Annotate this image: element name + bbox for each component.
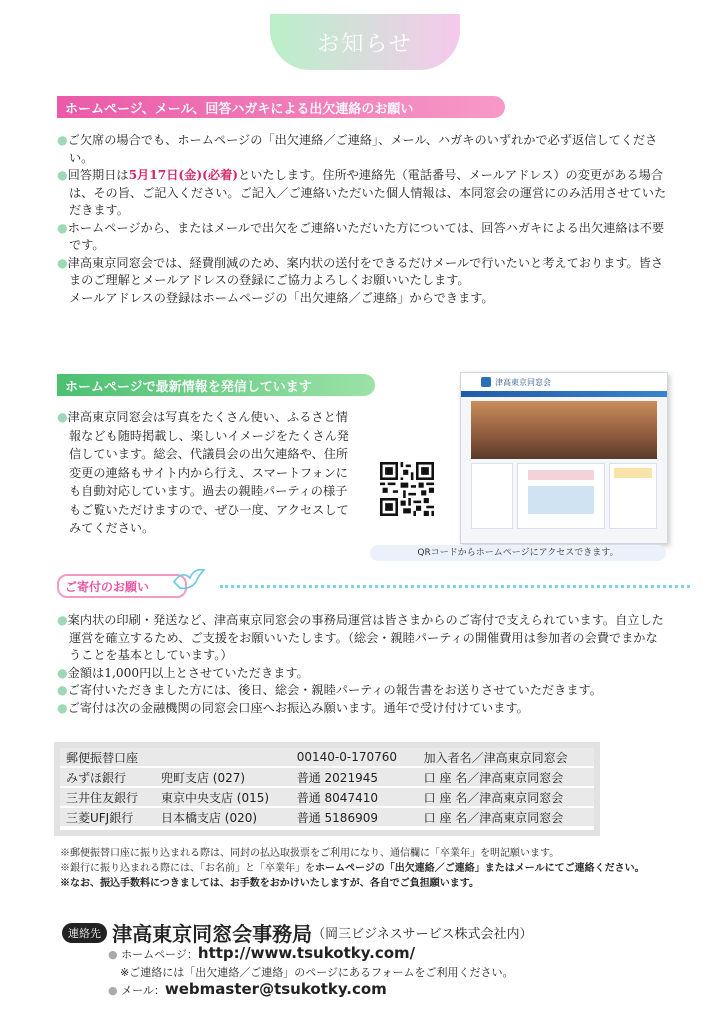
bank-name: みずほ銀行 (60, 767, 155, 787)
office-affiliation: （岡三ビジネスサービス株式会社内） (312, 927, 533, 942)
section-banner-label: ご寄付のお願い (65, 579, 150, 594)
paragraph-text: ご寄付いただきました方には、後日、総会・親睦パーティの報告書をお送りさせていただきます。 (67, 683, 602, 697)
note-line (60, 861, 645, 876)
account-holder: 口 座 名／津高東京同窓会 (418, 807, 594, 827)
site-banner-box (528, 470, 594, 480)
table-row (60, 748, 594, 767)
account-holder: 口 座 名／津高東京同窓会 (418, 787, 594, 807)
site-logo-icon (481, 377, 491, 387)
bullet-icon: ● (108, 984, 118, 997)
bank-name: 三菱UFJ銀行 (60, 807, 155, 827)
transfer-notes (60, 846, 645, 891)
section-banner-label: ホームページで最新情報を発信しています (65, 379, 312, 395)
paragraph-text: といたします。住所や連絡先（電話番号、メールアドレス）の変更がある場合は、その旨、ご記入ください。ご記入／ご連絡いただいた個人情報は、本同窓会の運営にのみ活用させていただきます。 (69, 168, 667, 217)
office-name: 津高東京同窓会事務局 (112, 922, 313, 946)
contact-email (108, 980, 387, 998)
paragraph-text: ご寄付は次の金融機関の同窓会口座へお振込み願います。通年で受け付けています。 (67, 700, 529, 715)
bank-account: 00140-0-170760 (291, 748, 418, 767)
bank-branch (155, 748, 291, 767)
bird-icon (172, 566, 206, 592)
bank-account: 普通 8047410 (291, 787, 418, 807)
bank-accounts-table (60, 748, 594, 828)
site-content (471, 463, 657, 529)
note-line: ※郵便振替口座に振り込まれる際は、同封の払込取扱票をご利用になり、通信欄に「卒業年」を明記願います。 (60, 848, 560, 859)
section-website-body (57, 408, 355, 538)
paragraph-text: 回答期日は (67, 168, 129, 182)
paragraph-text: 津高東京同窓会では、経費削減のため、案内状の送付をできるだけメールで行いたいと考えております。皆さまのご理解とメールアドレスの登録にご協力よろしくお願いいたします。 (67, 255, 664, 287)
homepage-note: ※ご連絡には「出欠連絡／ご連絡」のページにあるフォームをご利用ください。 (120, 966, 514, 979)
note-line: ※なお、振込手数料につきましては、お手数をおかけいたしますが、各自でご負担願います。 (60, 878, 479, 889)
qr-caption: QRコードからホームページにアクセスできます。 (370, 545, 666, 561)
paragraph: ●金額は1,000円以上とさせていただきます。 (57, 665, 309, 680)
email-label: メール： (121, 984, 165, 997)
paragraph: ●津高東京同窓会では、経費削減のため、案内状の送付をできるだけメールで行いたいと考えております。皆さまのご理解とメールアドレスの登録にご協力よろしくお願いいたします。 (57, 255, 664, 287)
qr-code-icon[interactable] (380, 462, 434, 516)
paragraph: ●ご寄付は次の金融機関の同窓会口座へお振込み願います。通年で受け付けています。 (57, 700, 529, 715)
section-banner-donation (57, 574, 187, 598)
paragraph-text: 金額は1,000円以上とさせていただきます。 (67, 665, 309, 680)
site-header (461, 373, 667, 391)
site-main (517, 463, 605, 529)
contact-heading (62, 918, 532, 947)
site-hero-photo (471, 401, 657, 459)
page-title-pill (270, 14, 460, 70)
paragraph: ●ホームページから、またはメールで出欠をご連絡いただいた方については、回答ハガキによる出欠連絡は不要です。 (57, 220, 665, 252)
section-banner-website (57, 374, 375, 396)
paragraph: ●ご欠席の場合でも、ホームページの「出欠連絡／ご連絡」、メール、ハガキのいずれかで必ず返信してください。 (57, 133, 658, 165)
contact-homepage (108, 944, 415, 962)
homepage-link[interactable]: http://www.tsukotky.com/ (197, 944, 416, 962)
site-title: 津高東京同窓会 (495, 377, 551, 387)
table-row (60, 807, 594, 827)
section-banner-attendance (57, 96, 505, 118)
bank-branch: 兜町支店 (027) (155, 767, 291, 787)
site-sidebar (471, 463, 513, 529)
site-notice-box (614, 468, 652, 478)
site-right-column (609, 463, 657, 529)
website-screenshot (460, 372, 668, 544)
page-title: お知らせ (317, 31, 413, 57)
paragraph-text: 案内状の印刷・発送など、津高東京同窓会の事務局運営は皆さまからのご寄付で支えられています。自立した運営を確立するため、ご支援をお願いいたします。（総会・親睦パーティの開催費用は参加者の会費でまかなうことを基本としています。） (67, 613, 664, 662)
bank-branch: 日本橋支店 (020) (155, 807, 291, 827)
account-holder: 加入者名／津高東京同窓会 (418, 748, 594, 767)
paragraph: ●回答期日は5月17日(金)(必着)といたします。住所や連絡先（電話番号、メールアドレス）の変更がある場合は、その旨、ご記入ください。ご記入／ご連絡いただいた個人情報は、本同窓会の運営にのみ活用させていただきます。 (57, 168, 667, 217)
paragraph-text: 津高東京同窓会は写真をたくさん使い、ふるさと情報なども随時掲載し、楽しいイメージをたくさん発信しています。総会、代議員会の出欠連絡や、住所変更の連絡もサイト内から行え、スマートフォンにも自動対応しています。過去の親睦パーティの様子もご覧いただけますので、ぜひ一度、アクセスしてみてください。 (67, 410, 349, 535)
bullet-icon: ● (108, 948, 118, 961)
bank-name: 三井住友銀行 (60, 787, 155, 807)
email-link[interactable]: webmaster@tsukotky.com (164, 980, 387, 998)
paragraph-text: ホームページから、またはメールで出欠をご連絡いただいた方については、回答ハガキによる出欠連絡は不要です。 (67, 220, 665, 252)
account-holder: 口 座 名／津高東京同窓会 (418, 767, 594, 787)
table-row (60, 767, 594, 787)
bank-branch: 東京中央支店 (015) (155, 787, 291, 807)
paragraph: ●案内状の印刷・発送など、津高東京同窓会の事務局運営は皆さまからのご寄付で支えられています。自立した運営を確立するため、ご支援をお願いいたします。（総会・親睦パーティの開催費用は参加者の会費でまかなうことを基本としています。） (57, 613, 664, 662)
paragraph (57, 290, 669, 308)
paragraph-text: ご欠席の場合でも、ホームページの「出欠連絡／ご連絡」、メール、ハガキのいずれかで必ず返信してください。 (67, 133, 658, 165)
note-text: ※銀行に振り込まれる際には、「お名前」と「卒業年」を (60, 863, 315, 874)
section-attendance-body (57, 132, 669, 307)
paragraph: ●ご寄付いただきました方には、後日、総会・親睦パーティの報告書をお送りさせていただきます。 (57, 683, 602, 697)
paragraph-text: メールアドレスの登録はホームページの「出欠連絡／ご連絡」からできます。 (69, 290, 494, 305)
bank-name: 郵便振替口座 (60, 748, 155, 767)
note-emphasis: ホームページの「出欠連絡／ご連絡」またはメールにてご連絡ください。 (315, 863, 645, 874)
site-photo-box (528, 486, 594, 514)
bank-account: 普通 5186909 (291, 807, 418, 827)
table-row (60, 787, 594, 807)
divider (220, 585, 690, 588)
homepage-label: ホームページ： (121, 948, 198, 961)
section-banner-label: ホームページ、メール、回答ハガキによる出欠連絡のお願い (65, 101, 414, 117)
section-donation-body (57, 612, 669, 717)
contact-badge: 連絡先 (62, 923, 107, 943)
bank-account: 普通 2021945 (291, 767, 418, 787)
paragraph: ●津高東京同窓会は写真をたくさん使い、ふるさと情報なども随時掲載し、楽しいイメージをたくさん発信しています。総会、代議員会の出欠連絡や、住所変更の連絡もサイト内から行え、スマートフォンにも自動対応しています。過去の親睦パーティの様子もご覧いただけますので、ぜひ一度、アクセスしてみてください。 (57, 410, 349, 535)
deadline-date: 5月17日(金)(必着) (128, 168, 239, 182)
site-nav (461, 391, 667, 397)
